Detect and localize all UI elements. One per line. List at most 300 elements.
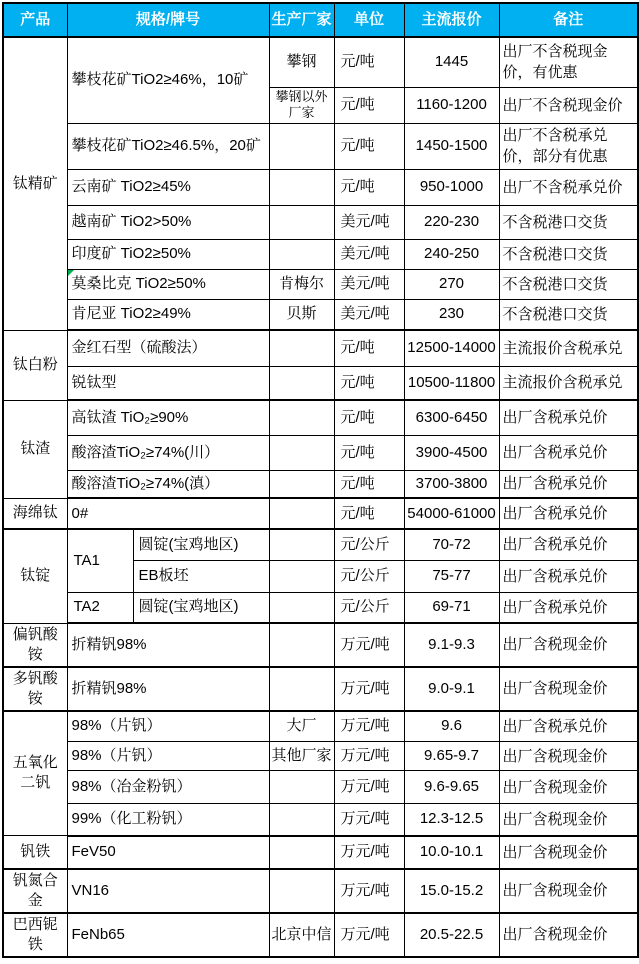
cell-text: 3900-4500	[415, 443, 488, 461]
cell-text: 9.6-9.65	[423, 778, 480, 795]
cell-text: 巴西铌铁	[12, 915, 58, 953]
cell-text: 240-250	[423, 245, 480, 262]
spec-cell	[67, 498, 269, 529]
spec-detail-cell	[133, 529, 269, 560]
spec-grade-cell	[67, 592, 133, 623]
cell-text: 钛渣	[20, 440, 51, 457]
price-cell	[404, 498, 499, 529]
price-cell	[404, 869, 499, 913]
product-cell	[3, 37, 67, 330]
cell-text: 偏钒酸铵	[12, 625, 58, 663]
table-row	[3, 592, 638, 623]
cell-text: 10.0-10.1	[419, 843, 484, 860]
table-row	[3, 623, 638, 667]
comment-marker-icon	[68, 270, 74, 276]
cell-text: 出厂含税承兑价	[502, 475, 608, 493]
spec-cell	[67, 623, 269, 667]
table-row	[3, 205, 638, 239]
cell-text: 出厂含税现金价	[502, 843, 608, 861]
cell-text: 美元/吨	[340, 305, 390, 323]
cell-text: 54000-61000	[407, 504, 496, 522]
cell-text: 钛精矿	[12, 174, 58, 192]
cell-text: 98%（片钒）	[71, 747, 162, 764]
spec-cell	[67, 123, 269, 169]
cell-text: 270	[439, 275, 465, 292]
manufacturer-cell	[269, 470, 334, 498]
cell-text: 酸溶渣TiO₂≥74%(滇）	[71, 474, 220, 492]
cell-text: 15.0-15.2	[419, 881, 484, 899]
note-cell	[499, 529, 638, 560]
manufacturer-cell	[269, 804, 334, 836]
manufacturer-cell	[269, 711, 334, 742]
spec-cell	[67, 804, 269, 836]
table-body	[3, 37, 638, 957]
cell-text: 出厂不含税现金价，有优惠	[502, 43, 608, 82]
product-cell	[3, 529, 67, 623]
manufacturer-cell	[269, 498, 334, 529]
cell-text: 锐钛型	[71, 373, 117, 391]
column-header: 产品	[3, 3, 67, 37]
cell-text: 出厂含税现金价	[502, 747, 608, 765]
table-row	[3, 169, 638, 205]
price-cell	[404, 239, 499, 269]
cell-text: 莫桑比克 TiO2≥50%	[71, 275, 206, 292]
table-row	[3, 330, 638, 366]
price-cell	[404, 711, 499, 742]
cell-text: 元/吨	[340, 373, 375, 391]
cell-text: 元/吨	[340, 408, 375, 426]
spec-cell	[67, 239, 269, 269]
unit-cell	[334, 205, 404, 239]
cell-text: 不含税港口交货	[502, 305, 608, 323]
cell-text: 万元/吨	[340, 810, 390, 828]
unit-cell	[334, 498, 404, 529]
spec-cell	[67, 771, 269, 804]
table-row	[3, 836, 638, 869]
cell-text: 大厂	[286, 717, 317, 735]
unit-cell	[334, 400, 404, 435]
cell-text: 出厂不含税现金价	[502, 96, 623, 114]
cell-text: 不含税港口交货	[502, 213, 608, 231]
price-cell	[404, 913, 499, 957]
table-row	[3, 711, 638, 742]
cell-text: 云南矿 TiO2≥45%	[71, 178, 191, 195]
cell-text: 折精钒98%	[71, 679, 147, 697]
cell-text: 出厂含税现金价	[502, 680, 608, 697]
cell-text: 69-71	[432, 598, 471, 616]
manufacturer-cell	[269, 623, 334, 667]
cell-text: 美元/吨	[340, 213, 390, 230]
note-cell	[499, 87, 638, 123]
note-cell	[499, 470, 638, 498]
manufacturer-cell	[269, 836, 334, 869]
note-cell	[499, 169, 638, 205]
cell-text: 肯尼亚 TiO2≥49%	[71, 305, 191, 323]
price-cell	[404, 804, 499, 836]
cell-text: 出厂含税现金价	[502, 926, 608, 943]
price-cell	[404, 623, 499, 667]
table-row	[3, 366, 638, 400]
cell-text: 75-77	[432, 567, 471, 584]
table-row	[3, 529, 638, 560]
manufacturer-cell	[269, 592, 334, 623]
note-cell	[499, 366, 638, 400]
unit-cell	[334, 623, 404, 667]
table-row	[3, 804, 638, 836]
unit-cell	[334, 742, 404, 771]
price-cell	[404, 560, 499, 592]
cell-text: 万元/吨	[340, 679, 390, 697]
unit-cell	[334, 836, 404, 869]
note-cell	[499, 592, 638, 623]
price-cell	[404, 771, 499, 804]
cell-text: 出厂含税承兑价	[502, 505, 608, 522]
cell-text: 98%（片钒）	[71, 717, 162, 735]
note-cell	[499, 435, 638, 470]
manufacturer-cell	[269, 435, 334, 470]
spec-cell	[67, 711, 269, 742]
manufacturer-cell	[269, 560, 334, 592]
column-header: 主流报价	[404, 3, 499, 37]
note-cell	[499, 742, 638, 771]
cell-text: 元/吨	[340, 178, 375, 195]
cell-text: VN16	[71, 881, 110, 899]
manufacturer-cell	[269, 87, 334, 123]
cell-text: 9.1-9.3	[428, 635, 475, 653]
spec-cell	[67, 366, 269, 400]
manufacturer-cell	[269, 205, 334, 239]
cell-text: TA2	[73, 598, 100, 616]
cell-text: 出厂含税承兑价	[502, 567, 608, 585]
table-row	[3, 869, 638, 913]
column-header: 生产厂家	[269, 3, 334, 37]
cell-text: 950-1000	[419, 178, 484, 195]
note-cell	[499, 771, 638, 804]
table-row	[3, 771, 638, 804]
spec-cell	[67, 667, 269, 711]
note-cell	[499, 205, 638, 239]
price-cell	[404, 400, 499, 435]
cell-text: 出厂含税现金价	[502, 778, 608, 796]
cell-text: 肯梅尔	[279, 275, 325, 292]
note-cell	[499, 269, 638, 299]
cell-text: 1160-1200	[416, 96, 487, 113]
unit-cell	[334, 37, 404, 87]
cell-text: 多钒酸铵	[12, 669, 58, 707]
manufacturer-cell	[269, 239, 334, 269]
cell-text: 元/公斤	[340, 535, 390, 553]
table-row	[3, 299, 638, 330]
cell-text: 元/吨	[340, 137, 375, 154]
cell-text: 出厂含税承兑价	[502, 536, 608, 554]
spec-cell	[67, 869, 269, 913]
unit-cell	[334, 804, 404, 836]
unit-cell	[334, 299, 404, 330]
spec-cell	[67, 330, 269, 366]
spec-cell	[67, 742, 269, 771]
cell-text: 万元/吨	[340, 778, 390, 795]
cell-text: 主流报价含税承兑	[502, 374, 623, 392]
note-cell	[499, 498, 638, 529]
unit-cell	[334, 913, 404, 957]
manufacturer-cell	[269, 869, 334, 913]
cell-text: 98%（冶金粉钒）	[71, 778, 192, 795]
manufacturer-cell	[269, 913, 334, 957]
manufacturer-cell	[269, 529, 334, 560]
table-row	[3, 498, 638, 529]
manufacturer-cell	[269, 667, 334, 711]
cell-text: 元/公斤	[340, 567, 390, 584]
price-cell	[404, 366, 499, 400]
cell-text: 出厂不含税承兑价	[502, 178, 623, 196]
cell-text: 出厂含税现金价	[502, 636, 608, 654]
cell-text: 印度矿 TiO2≥50%	[71, 245, 191, 262]
unit-cell	[334, 529, 404, 560]
note-cell	[499, 869, 638, 913]
cell-text: 贝斯	[286, 305, 317, 323]
note-cell	[499, 400, 638, 435]
cell-text: 金红石型（硫酸法）	[71, 339, 207, 357]
cell-text: 攀钢	[286, 53, 317, 71]
spec-cell	[67, 169, 269, 205]
product-cell	[3, 667, 67, 711]
cell-text: 钛白粉	[12, 356, 58, 373]
manufacturer-cell	[269, 299, 334, 330]
table-header	[3, 3, 638, 37]
unit-cell	[334, 269, 404, 299]
price-cell	[404, 836, 499, 869]
product-cell	[3, 711, 67, 836]
note-cell	[499, 560, 638, 592]
manufacturer-cell	[269, 37, 334, 87]
cell-text: 其他厂家	[271, 747, 332, 764]
cell-text: 元/公斤	[340, 598, 390, 616]
cell-text: 圆锭(宝鸡地区)	[138, 535, 239, 553]
unit-cell	[334, 560, 404, 592]
cell-text: 出厂含税现金价	[502, 810, 608, 828]
cell-text: 出厂不含税承兑价，部分有优惠	[502, 127, 608, 165]
cell-text: 美元/吨	[340, 245, 390, 262]
price-cell	[404, 330, 499, 366]
product-cell	[3, 913, 67, 957]
unit-cell	[334, 771, 404, 804]
note-cell	[499, 239, 638, 269]
note-cell	[499, 804, 638, 836]
price-table	[2, 2, 639, 958]
cell-text: 酸溶渣TiO₂≥74%(川）	[71, 443, 220, 461]
cell-text: 美元/吨	[340, 275, 390, 292]
note-cell	[499, 667, 638, 711]
cell-text: 6300-6450	[415, 408, 488, 426]
cell-text: 攀枝花矿TiO2≥46.5%，20矿	[71, 137, 261, 154]
cell-text: 99%（化工粉钒）	[71, 810, 192, 828]
table-row	[3, 913, 638, 957]
unit-cell	[334, 470, 404, 498]
price-cell	[404, 470, 499, 498]
cell-text: 9.0-9.1	[428, 679, 475, 697]
unit-cell	[334, 667, 404, 711]
table-row	[3, 667, 638, 711]
manufacturer-cell	[269, 400, 334, 435]
spec-cell	[67, 836, 269, 869]
cell-text: 万元/吨	[340, 635, 390, 653]
column-header: 备注	[499, 3, 638, 37]
cell-text: 不含税港口交货	[502, 275, 608, 293]
cell-text: FeV50	[71, 843, 116, 860]
cell-text: 万元/吨	[340, 747, 390, 764]
price-cell	[404, 87, 499, 123]
cell-text: 1445	[434, 53, 469, 71]
cell-text: 海绵钛	[12, 504, 58, 522]
unit-cell	[334, 592, 404, 623]
cell-text: 出厂含税承兑价	[502, 409, 608, 427]
spec-detail-cell	[133, 560, 269, 592]
spec-grade-cell	[67, 529, 133, 592]
cell-text: 20.5-22.5	[419, 925, 484, 943]
unit-cell	[334, 87, 404, 123]
spec-detail-cell	[133, 592, 269, 623]
spec-cell	[67, 470, 269, 498]
cell-text: EB板坯	[138, 567, 189, 584]
cell-text: 出厂含税承兑价	[502, 444, 608, 461]
cell-text: 出厂含税承兑价	[502, 717, 608, 735]
note-cell	[499, 711, 638, 742]
table-row	[3, 269, 638, 299]
manufacturer-cell	[269, 169, 334, 205]
price-cell	[404, 435, 499, 470]
price-cell	[404, 667, 499, 711]
unit-cell	[334, 366, 404, 400]
header-row	[3, 3, 638, 37]
cell-text: 钒铁	[20, 842, 51, 860]
cell-text: 12500-14000	[407, 339, 496, 357]
note-cell	[499, 330, 638, 366]
product-cell	[3, 836, 67, 869]
note-cell	[499, 836, 638, 869]
manufacturer-cell	[269, 330, 334, 366]
price-cell	[404, 269, 499, 299]
spec-cell	[67, 913, 269, 957]
unit-cell	[334, 239, 404, 269]
price-cell	[404, 169, 499, 205]
product-cell	[3, 498, 67, 529]
note-cell	[499, 913, 638, 957]
price-cell	[404, 529, 499, 560]
note-cell	[499, 623, 638, 667]
price-cell	[404, 299, 499, 330]
price-cell	[404, 123, 499, 169]
cell-text: 攀钢以外厂家	[275, 89, 328, 120]
cell-text: 万元/吨	[340, 925, 390, 943]
unit-cell	[334, 123, 404, 169]
note-cell	[499, 123, 638, 169]
cell-text: 9.6	[441, 717, 462, 735]
cell-text: 220-230	[423, 213, 480, 230]
cell-text: 元/吨	[340, 504, 375, 522]
spec-cell	[67, 269, 269, 299]
manufacturer-cell	[269, 742, 334, 771]
cell-text: TA1	[73, 551, 100, 569]
spec-cell	[67, 400, 269, 435]
cell-text: 元/吨	[340, 443, 375, 461]
cell-text: 主流报价含税承兑	[502, 339, 623, 357]
spec-cell	[67, 37, 269, 123]
cell-text: 万元/吨	[340, 843, 390, 860]
spec-cell	[67, 299, 269, 330]
price-cell	[404, 205, 499, 239]
product-cell	[3, 869, 67, 913]
cell-text: 230	[439, 305, 465, 323]
product-cell	[3, 623, 67, 667]
unit-cell	[334, 169, 404, 205]
cell-text: 高钛渣 TiO₂≥90%	[71, 408, 189, 426]
spec-cell	[67, 435, 269, 470]
cell-text: 元/吨	[340, 339, 375, 357]
product-cell	[3, 330, 67, 400]
cell-text: 0#	[71, 504, 89, 522]
unit-cell	[334, 711, 404, 742]
cell-text: 元/吨	[340, 53, 375, 71]
cell-text: 9.65-9.7	[423, 747, 480, 764]
cell-text: 万元/吨	[340, 881, 390, 899]
note-cell	[499, 299, 638, 330]
manufacturer-cell	[269, 771, 334, 804]
spec-cell	[67, 205, 269, 239]
product-cell	[3, 400, 67, 498]
table-row	[3, 400, 638, 435]
unit-cell	[334, 869, 404, 913]
cell-text: 不含税港口交货	[502, 245, 608, 263]
table-row	[3, 123, 638, 169]
table-row	[3, 742, 638, 771]
cell-text: 五氧化二钒	[12, 754, 58, 792]
cell-text: 3700-3800	[415, 474, 488, 492]
table-row	[3, 435, 638, 470]
cell-text: 越南矿 TiO2>50%	[71, 213, 192, 230]
cell-text: FeNb65	[71, 925, 125, 943]
cell-text: 钒氮合金	[12, 871, 58, 909]
table-row	[3, 37, 638, 87]
cell-text: 元/吨	[340, 96, 375, 113]
cell-text: 钛锭	[20, 567, 51, 585]
price-cell	[404, 592, 499, 623]
table-row	[3, 470, 638, 498]
cell-text: 折精钒98%	[71, 635, 147, 653]
cell-text: 圆锭(宝鸡地区)	[138, 598, 239, 616]
price-cell	[404, 742, 499, 771]
cell-text: 北京中信	[271, 925, 332, 943]
column-header: 规格/牌号	[67, 3, 269, 37]
cell-text: 元/吨	[340, 474, 375, 492]
cell-text: 出厂含税现金价	[502, 882, 608, 899]
cell-text: 攀枝花矿TiO2≥46%，10矿	[71, 71, 249, 89]
unit-cell	[334, 330, 404, 366]
manufacturer-cell	[269, 269, 334, 299]
cell-text: 70-72	[432, 535, 471, 553]
manufacturer-cell	[269, 123, 334, 169]
price-cell	[404, 37, 499, 87]
cell-text: 出厂含税承兑价	[502, 598, 608, 616]
cell-text: 1450-1500	[415, 137, 488, 154]
table-row	[3, 239, 638, 269]
cell-text: 万元/吨	[340, 717, 390, 735]
unit-cell	[334, 435, 404, 470]
note-cell	[499, 37, 638, 87]
cell-text: 10500-11800	[407, 373, 496, 391]
column-header: 单位	[334, 3, 404, 37]
cell-text: 12.3-12.5	[419, 810, 484, 828]
manufacturer-cell	[269, 366, 334, 400]
